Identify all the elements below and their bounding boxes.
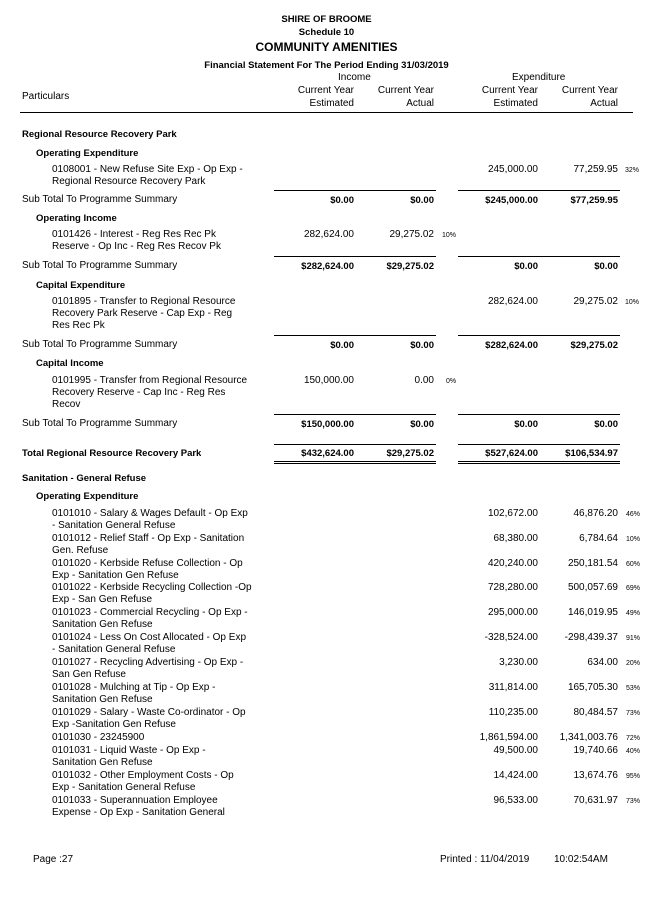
sgr-item-line1: 0101012 - Relief Staff - Op Exp - Sanitation	[52, 533, 245, 544]
item-0101995-line3: Recov	[52, 399, 81, 410]
subtotal-inc-act: $29,275.02	[386, 261, 434, 272]
sgr-item-line2: Exp - Sanitation Gen Refuse	[52, 570, 179, 581]
sgr-item-exp-act: 80,484.57	[573, 707, 618, 718]
sgr-item-pct: 40%	[626, 748, 641, 755]
subtotal-inc-est: $0.00	[330, 340, 354, 351]
sgr-item-line1: 0101023 - Commercial Recycling - Op Exp -	[52, 607, 248, 618]
sgr-item-exp-act: 1,341,003.76	[559, 732, 618, 743]
item-0101995-inc-act: 0.00	[414, 375, 434, 386]
subtotal-label: Sub Total To Programme Summary	[22, 194, 178, 205]
total-line-exp	[458, 444, 620, 445]
sgr-item-pct: 91%	[626, 635, 641, 642]
sgr-item-pct: 69%	[626, 585, 641, 592]
header-divider	[20, 112, 633, 113]
subtotal-line-inc	[274, 190, 436, 191]
sgr-item-line2: Sanitation Gen Refuse	[52, 757, 153, 768]
sgr-item-exp-est: 102,672.00	[487, 508, 538, 519]
total-line-inc	[274, 444, 436, 445]
sgr-item-exp-act: 70,631.97	[573, 795, 618, 806]
inc-act-header-2: Actual	[406, 98, 434, 109]
inc-est-header-2: Estimated	[309, 98, 354, 109]
sgr-item-pct: 46%	[626, 511, 641, 518]
sgr-item-exp-act: 46,876.20	[573, 508, 618, 519]
sgr-item-exp-est: 728,280.00	[487, 582, 538, 593]
group-heading-opinc: Operating Income	[36, 213, 117, 224]
subtotal-inc-act: $0.00	[410, 340, 434, 351]
sgr-item-line2: Exp - Sanitation General Refuse	[52, 782, 196, 793]
total-label: Total Regional Resource Recovery Park	[22, 448, 202, 459]
sgr-item-exp-act: 6,784.64	[579, 533, 618, 544]
item-0101895-pct: 10%	[625, 299, 640, 306]
total-underline-exp-2	[458, 463, 620, 464]
printed-time: 10:02:54AM	[554, 854, 608, 865]
subtotal-line-inc	[274, 335, 436, 336]
sgr-item-pct: 95%	[626, 773, 641, 780]
exp-est-header-1: Current Year	[481, 85, 538, 96]
subtotal-exp-act: $29,275.02	[570, 340, 618, 351]
subtotal-label: Sub Total To Programme Summary	[22, 418, 178, 429]
subtotal-line-exp	[458, 335, 620, 336]
group-heading-capexp: Capital Expenditure	[36, 280, 126, 291]
group-heading-opexp: Operating Expenditure	[36, 148, 139, 159]
sgr-item-line2: Sanitation Gen Refuse	[52, 694, 153, 705]
subtotal-exp-est: $0.00	[514, 419, 538, 430]
sgr-item-line1: 0101028 - Mulching at Tip - Op Exp -	[52, 682, 216, 693]
total-exp-act: $106,534.97	[565, 448, 618, 459]
sgr-item-exp-est: 1,861,594.00	[479, 732, 538, 743]
item-0108001-pct: 32%	[625, 167, 640, 174]
sgr-item-exp-act: -298,439.37	[564, 632, 618, 643]
subtotal-exp-act: $0.00	[594, 261, 618, 272]
item-0101995-inc-est: 150,000.00	[303, 375, 354, 386]
sgr-item-line1: 0101020 - Kerbside Refuse Collection - Op	[52, 558, 243, 569]
item-0101426-line1: 0101426 - Interest - Reg Res Rec Pk	[52, 229, 216, 240]
subtotal-exp-act: $77,259.95	[570, 195, 618, 206]
sgr-item-exp-act: 250,181.54	[567, 558, 618, 569]
sgr-item-pct: 73%	[626, 798, 641, 805]
subtotal-label: Sub Total To Programme Summary	[22, 339, 178, 350]
sgr-item-line2: San Gen Refuse	[52, 669, 126, 680]
sgr-item-line2: - Sanitation General Refuse	[52, 520, 176, 531]
subtotal-exp-act: $0.00	[594, 419, 618, 430]
sgr-item-exp-act: 165,705.30	[567, 682, 618, 693]
sgr-item-line2: Expense - Op Exp - Sanitation General	[52, 807, 225, 818]
sgr-item-line2: - Sanitation General Refuse	[52, 644, 176, 655]
subtotal-label: Sub Total To Programme Summary	[22, 260, 178, 271]
item-0101995-pct: 0%	[446, 378, 457, 385]
org-name: SHIRE OF BROOME	[281, 14, 372, 25]
report-subtitle: Financial Statement For The Period Ending 31/03/2019	[204, 60, 449, 71]
sgr-item-pct: 10%	[626, 536, 641, 543]
schedule-label: Schedule 10	[298, 27, 355, 38]
subtotal-exp-est: $282,624.00	[485, 340, 538, 351]
sgr-item-line1: 0101024 - Less On Cost Allocated - Op Exp	[52, 632, 246, 643]
subtotal-inc-est: $0.00	[330, 195, 354, 206]
total-inc-est: $432,624.00	[301, 448, 354, 459]
item-0101895-exp-act: 29,275.02	[573, 296, 618, 307]
item-0101426-inc-est: 282,624.00	[303, 229, 354, 240]
sgr-item-exp-est: 96,533.00	[493, 795, 538, 806]
sgr-item-pct: 60%	[626, 561, 641, 568]
item-0101895-exp-est: 282,624.00	[487, 296, 538, 307]
sgr-item-exp-act: 634.00	[587, 657, 618, 668]
item-0101995-line2: Recovery Reserve - Cap Inc - Reg Res	[52, 387, 226, 398]
sgr-item-exp-est: 14,424.00	[493, 770, 538, 781]
sgr-item-line1: 0101033 - Superannuation Employee	[52, 795, 218, 806]
sgr-item-line2: Exp -Sanitation Gen Refuse	[52, 719, 176, 730]
inc-est-header-1: Current Year	[297, 85, 354, 96]
sgr-item-line2: Exp - San Gen Refuse	[52, 594, 153, 605]
particulars-header: Particulars	[22, 91, 70, 102]
subtotal-exp-est: $0.00	[514, 261, 538, 272]
subtotal-line-inc	[274, 256, 436, 257]
printed-date: Printed : 11/04/2019	[440, 854, 530, 865]
sgr-item-pct: 73%	[626, 710, 641, 717]
subtotal-line-exp	[458, 414, 620, 415]
page-number: Page :27	[33, 854, 74, 865]
total-underline-inc-1	[274, 461, 436, 462]
sgr-item-line1: 0101029 - Salary - Waste Co-ordinator - Op	[52, 707, 246, 718]
group-heading-capinc: Capital Income	[36, 358, 104, 369]
sgr-item-pct: 49%	[626, 610, 641, 617]
item-0101895-line3: Res Rec Pk	[52, 320, 105, 331]
sgr-item-exp-est: 49,500.00	[493, 745, 538, 756]
subtotal-inc-act: $0.00	[410, 195, 434, 206]
section-title-sgr: Sanitation - General Refuse	[22, 473, 147, 484]
expenditure-header: Expenditure	[512, 72, 566, 83]
sgr-item-pct: 72%	[626, 735, 641, 742]
item-0108001-line2: Regional Resource Recovery Park	[52, 176, 206, 187]
subtotal-inc-est: $282,624.00	[301, 261, 354, 272]
sgr-item-exp-est: 68,380.00	[493, 533, 538, 544]
exp-act-header-2: Actual	[590, 98, 618, 109]
sgr-item-exp-act: 500,057.69	[567, 582, 618, 593]
report-title: COMMUNITY AMENITIES	[255, 40, 398, 54]
income-header: Income	[338, 72, 371, 83]
subtotal-inc-est: $150,000.00	[301, 419, 354, 430]
subtotal-inc-act: $0.00	[410, 419, 434, 430]
sgr-item-exp-est: 311,814.00	[488, 682, 538, 693]
inc-act-header-1: Current Year	[377, 85, 434, 96]
sgr-item-exp-est: 295,000.00	[487, 607, 538, 618]
sgr-item-line2: Sanitation Gen Refuse	[52, 619, 153, 630]
item-0101426-pct: 10%	[442, 232, 457, 239]
item-0108001-exp-est: 245,000.00	[487, 164, 538, 175]
total-inc-act: $29,275.02	[386, 448, 434, 459]
subtotal-exp-est: $245,000.00	[485, 195, 538, 206]
sgr-item-pct: 20%	[626, 660, 641, 667]
item-0108001-exp-act: 77,259.95	[573, 164, 618, 175]
total-underline-inc-2	[274, 463, 436, 464]
total-underline-exp-1	[458, 461, 620, 462]
exp-est-header-2: Estimated	[493, 98, 538, 109]
item-0108001-line1: 0108001 - New Refuse Site Exp - Op Exp -	[52, 164, 243, 175]
sgr-item-exp-est: 3,230.00	[499, 657, 538, 668]
sgr-item-exp-est: 110,235.00	[488, 707, 538, 718]
sgr-item-exp-est: 420,240.00	[487, 558, 538, 569]
sgr-item-line2: Gen. Refuse	[52, 545, 109, 556]
item-0101895-line2: Recovery Park Reserve - Cap Exp - Reg	[52, 308, 233, 319]
sgr-item-line1: 0101022 - Kerbside Recycling Collection -Op	[52, 582, 252, 593]
sgr-item-exp-act: 13,674.76	[573, 770, 618, 781]
sgr-item-line1: 0101030 - 23245900	[52, 732, 145, 743]
exp-act-header-1: Current Year	[561, 85, 618, 96]
group-heading-sgr-opexp: Operating Expenditure	[36, 491, 139, 502]
sgr-item-exp-act: 146,019.95	[567, 607, 618, 618]
sgr-item-exp-act: 19,740.66	[573, 745, 618, 756]
sgr-item-line1: 0101027 - Recycling Advertising - Op Exp -	[52, 657, 244, 668]
item-0101995-line1: 0101995 - Transfer from Regional Resource	[52, 375, 248, 386]
total-exp-est: $527,624.00	[485, 448, 538, 459]
sgr-item-pct: 53%	[626, 685, 641, 692]
subtotal-line-exp	[458, 256, 620, 257]
sgr-item-line1: 0101031 - Liquid Waste - Op Exp -	[52, 745, 206, 756]
section-title-rrrp: Regional Resource Recovery Park	[22, 129, 177, 140]
sgr-item-exp-est: -328,524.00	[484, 632, 538, 643]
item-0101426-line2: Reserve - Op Inc - Reg Res Recov Pk	[52, 241, 221, 252]
item-0101895-line1: 0101895 - Transfer to Regional Resource	[52, 296, 236, 307]
sgr-item-line1: 0101032 - Other Employment Costs - Op	[52, 770, 234, 781]
item-0101426-inc-act: 29,275.02	[389, 229, 434, 240]
subtotal-line-inc	[274, 414, 436, 415]
subtotal-line-exp	[458, 190, 620, 191]
sgr-item-line1: 0101010 - Salary & Wages Default - Op Exp	[52, 508, 248, 519]
